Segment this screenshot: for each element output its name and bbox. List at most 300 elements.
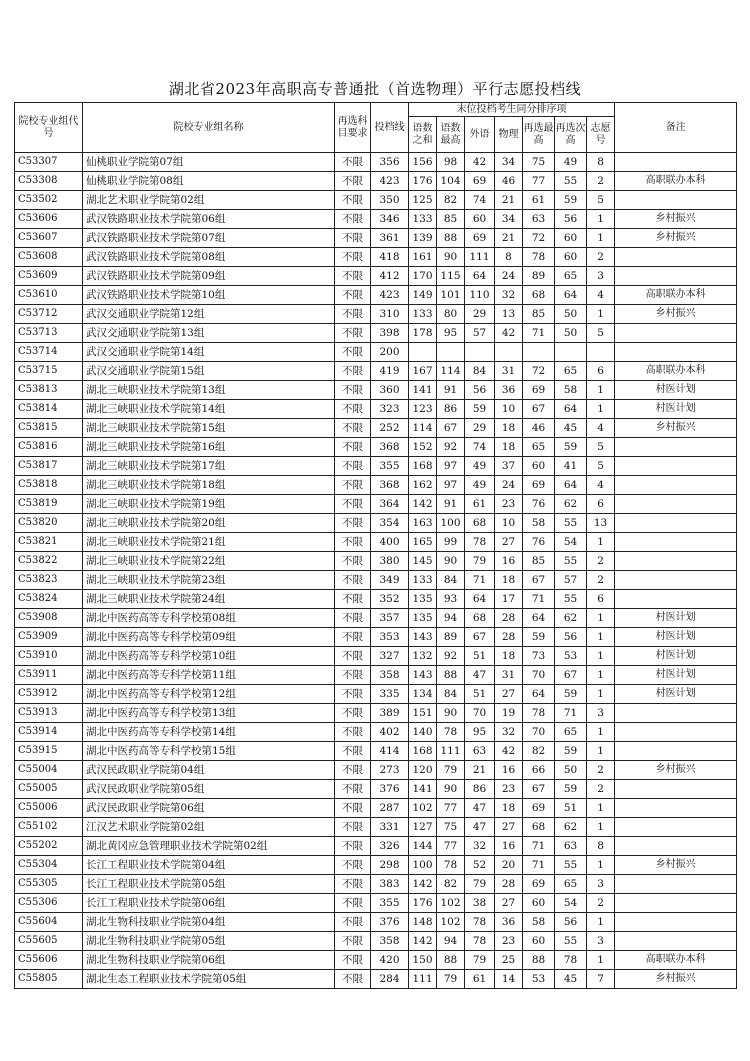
cell-wish: 1 [587,533,615,552]
cell-note [615,571,737,590]
cell-score: 360 [371,381,409,400]
cell-yushu-max: 111 [437,742,465,761]
cell-resel-second: 78 [555,951,587,970]
cell-resel-second: 71 [555,704,587,723]
cell-code: C53818 [15,476,83,495]
cell-name: 湖北三峡职业技术学院第13组 [83,381,335,400]
cell-yushu: 111 [409,970,437,989]
cell-score: 273 [371,761,409,780]
table-row [15,647,737,666]
table-row [15,153,737,172]
cell-note: 乡村振兴 [615,210,737,229]
cell-name: 湖北三峡职业技术学院第21组 [83,533,335,552]
cell-score: 364 [371,495,409,514]
cell-resel-max: 67 [523,400,555,419]
table-row [15,704,737,723]
header-yushu-max: 语数最高 [437,117,465,153]
cell-yushu-max: 90 [437,704,465,723]
cell-resel-second: 55 [555,552,587,571]
cell-resel-second: 57 [555,571,587,590]
table-row [15,780,737,799]
cell-code: C53915 [15,742,83,761]
cell-note [615,818,737,837]
cell-req: 不限 [335,685,371,704]
cell-name: 湖北艺术职业学院第02组 [83,191,335,210]
cell-resel-second [555,343,587,362]
cell-score: 327 [371,647,409,666]
cell-note [615,267,737,286]
cell-yushu-max: 82 [437,875,465,894]
cell-req: 不限 [335,229,371,248]
cell-resel-max: 63 [523,210,555,229]
cell-score: 418 [371,248,409,267]
cell-note [615,780,737,799]
cell-score: 355 [371,894,409,913]
cell-physics: 8 [495,248,523,267]
cell-resel-second: 56 [555,210,587,229]
cell-note: 高职联办本科 [615,362,737,381]
cell-code: C53821 [15,533,83,552]
cell-req: 不限 [335,533,371,552]
cell-code: C53913 [15,704,83,723]
cell-note: 高职联办本科 [615,286,737,305]
cell-req: 不限 [335,666,371,685]
cell-yushu: 114 [409,419,437,438]
cell-foreign: 57 [465,324,495,343]
cell-physics: 16 [495,552,523,571]
cell-note [615,324,737,343]
cell-score: 423 [371,286,409,305]
cell-resel-max: 85 [523,305,555,324]
cell-physics: 21 [495,229,523,248]
cell-score: 331 [371,818,409,837]
cell-req: 不限 [335,894,371,913]
cell-resel-second: 55 [555,514,587,533]
cell-yushu-max: 79 [437,761,465,780]
cell-physics: 13 [495,305,523,324]
cell-code: C53914 [15,723,83,742]
cell-resel-second: 59 [555,780,587,799]
cell-wish: 1 [587,818,615,837]
cell-score: 356 [371,153,409,172]
cell-req: 不限 [335,837,371,856]
cell-code: C53610 [15,286,83,305]
table-row [15,628,737,647]
header-wish-number: 志愿号 [587,117,615,153]
cell-code: C53824 [15,590,83,609]
table-row [15,742,737,761]
cell-resel-max: 60 [523,932,555,951]
cell-note: 村医计划 [615,628,737,647]
table-row [15,913,737,932]
table-row [15,837,737,856]
cell-name: 武汉民政职业学院第04组 [83,761,335,780]
cell-code: C53817 [15,457,83,476]
cell-req: 不限 [335,704,371,723]
cell-yushu: 163 [409,514,437,533]
cell-wish: 3 [587,267,615,286]
cell-name: 武汉交通职业学院第14组 [83,343,335,362]
table-row [15,533,737,552]
cell-name: 长江工程职业技术学院第05组 [83,875,335,894]
cell-yushu-max: 102 [437,894,465,913]
cell-physics: 28 [495,875,523,894]
cell-wish: 5 [587,191,615,210]
cell-yushu-max: 88 [437,951,465,970]
cell-resel-max: 78 [523,248,555,267]
cell-foreign: 69 [465,172,495,191]
cell-wish: 3 [587,875,615,894]
cell-req: 不限 [335,343,371,362]
cell-yushu-max: 94 [437,932,465,951]
cell-resel-second: 63 [555,837,587,856]
cell-wish [587,343,615,362]
cell-physics: 32 [495,286,523,305]
cell-foreign: 78 [465,932,495,951]
cell-code: C53814 [15,400,83,419]
cell-name: 湖北黄冈应急管理职业技术学院第02组 [83,837,335,856]
cell-yushu: 135 [409,609,437,628]
cell-yushu: 161 [409,248,437,267]
table-row [15,894,737,913]
cell-resel-max: 77 [523,172,555,191]
cell-score: 284 [371,970,409,989]
cell-resel-second: 64 [555,400,587,419]
cell-score: 400 [371,533,409,552]
cell-physics: 27 [495,818,523,837]
cell-yushu: 178 [409,324,437,343]
cell-req: 不限 [335,951,371,970]
cell-score: 380 [371,552,409,571]
cell-wish: 3 [587,704,615,723]
cell-resel-max: 68 [523,286,555,305]
cell-note: 高职联办本科 [615,951,737,970]
cell-yushu: 156 [409,153,437,172]
cell-resel-max: 82 [523,742,555,761]
cell-code: C53308 [15,172,83,191]
table-row [15,324,737,343]
cell-note [615,514,737,533]
cell-code: C53815 [15,419,83,438]
cell-name: 湖北三峡职业技术学院第18组 [83,476,335,495]
cell-yushu: 142 [409,495,437,514]
header-note: 备注 [615,103,737,153]
cell-code: C55606 [15,951,83,970]
cell-yushu-max: 98 [437,153,465,172]
cell-yushu: 144 [409,837,437,856]
cell-name: 长江工程职业技术学院第06组 [83,894,335,913]
cell-wish: 1 [587,856,615,875]
cell-wish: 1 [587,647,615,666]
cell-yushu: 142 [409,875,437,894]
cell-foreign [465,343,495,362]
cell-physics: 24 [495,476,523,495]
cell-name: 仙桃职业学院第07组 [83,153,335,172]
cell-yushu: 168 [409,742,437,761]
table-row [15,305,737,324]
table-row [15,970,737,989]
cell-yushu: 141 [409,381,437,400]
table-row [15,286,737,305]
table-row [15,552,737,571]
cell-code: C55304 [15,856,83,875]
cell-foreign: 29 [465,419,495,438]
cell-name: 湖北三峡职业技术学院第15组 [83,419,335,438]
cell-yushu: 102 [409,799,437,818]
header-physics: 物理 [495,117,523,153]
cell-physics: 10 [495,514,523,533]
header-code: 院校专业组代号 [15,103,83,153]
cell-wish: 5 [587,457,615,476]
cell-resel-max: 67 [523,780,555,799]
cell-score: 414 [371,742,409,761]
cell-foreign: 49 [465,457,495,476]
cell-foreign: 95 [465,723,495,742]
cell-note [615,704,737,723]
cell-yushu-max: 90 [437,552,465,571]
cell-req: 不限 [335,742,371,761]
table-row [15,609,737,628]
cell-physics: 10 [495,400,523,419]
cell-resel-max: 76 [523,533,555,552]
cell-foreign: 47 [465,818,495,837]
table-row [15,362,737,381]
cell-name: 湖北三峡职业技术学院第14组 [83,400,335,419]
cell-foreign: 51 [465,647,495,666]
cell-resel-max: 65 [523,438,555,457]
cell-yushu: 148 [409,913,437,932]
cell-name: 湖北中医药高等专科学校第14组 [83,723,335,742]
cell-resel-second: 45 [555,970,587,989]
cell-yushu: 149 [409,286,437,305]
cell-foreign: 111 [465,248,495,267]
cell-resel-second: 50 [555,305,587,324]
cell-resel-max: 69 [523,875,555,894]
cell-req: 不限 [335,875,371,894]
cell-req: 不限 [335,495,371,514]
cell-name: 湖北生物科技职业学院第05组 [83,932,335,951]
cell-physics: 42 [495,742,523,761]
cell-yushu: 127 [409,818,437,837]
cell-resel-second: 56 [555,628,587,647]
cell-note: 乡村振兴 [615,856,737,875]
cell-score: 349 [371,571,409,590]
cell-code: C53712 [15,305,83,324]
cell-foreign: 78 [465,913,495,932]
cell-req: 不限 [335,628,371,647]
cell-wish: 2 [587,172,615,191]
cell-code: C53820 [15,514,83,533]
table-row [15,229,737,248]
cell-score: 419 [371,362,409,381]
cell-code: C53606 [15,210,83,229]
cell-yushu: 100 [409,856,437,875]
cell-resel-second: 65 [555,267,587,286]
cell-yushu-max: 78 [437,723,465,742]
cell-score: 376 [371,780,409,799]
cell-name: 湖北生物科技职业学院第06组 [83,951,335,970]
cell-physics: 16 [495,761,523,780]
cell-resel-second: 55 [555,172,587,191]
table-row [15,457,737,476]
cell-resel-max: 46 [523,419,555,438]
cell-resel-second: 65 [555,875,587,894]
cell-yushu: 134 [409,685,437,704]
cell-resel-second: 60 [555,229,587,248]
cell-foreign: 79 [465,951,495,970]
cell-foreign: 51 [465,685,495,704]
cell-yushu: 152 [409,438,437,457]
cell-req: 不限 [335,400,371,419]
cell-foreign: 74 [465,191,495,210]
cell-physics: 34 [495,210,523,229]
cell-score: 326 [371,837,409,856]
table-row [15,818,737,837]
cell-note: 乡村振兴 [615,970,737,989]
cell-yushu-max [437,343,465,362]
table-row [15,571,737,590]
cell-wish: 1 [587,609,615,628]
cell-req: 不限 [335,514,371,533]
cell-code: C53910 [15,647,83,666]
cell-code: C53816 [15,438,83,457]
cell-foreign: 63 [465,742,495,761]
cell-req: 不限 [335,932,371,951]
cell-foreign: 47 [465,666,495,685]
cell-yushu-max: 88 [437,229,465,248]
cell-resel-second: 53 [555,647,587,666]
cell-yushu: 143 [409,666,437,685]
cell-note: 村医计划 [615,647,737,666]
cell-foreign: 68 [465,609,495,628]
cell-req: 不限 [335,419,371,438]
cell-name: 湖北中医药高等专科学校第09组 [83,628,335,647]
cell-yushu: 139 [409,229,437,248]
cell-resel-max: 71 [523,837,555,856]
table-row [15,723,737,742]
cell-wish: 1 [587,723,615,742]
cell-req: 不限 [335,248,371,267]
cell-note: 乡村振兴 [615,419,737,438]
cell-score: 398 [371,324,409,343]
cell-physics: 28 [495,628,523,647]
header-tie-group: 末位投档考生同分排序项 [409,103,615,117]
cell-req: 不限 [335,913,371,932]
cell-name: 江汉艺术职业学院第02组 [83,818,335,837]
cell-req: 不限 [335,191,371,210]
cell-yushu: 133 [409,210,437,229]
cell-yushu: 162 [409,476,437,495]
cell-yushu: 150 [409,951,437,970]
cell-physics: 14 [495,970,523,989]
cell-yushu-max: 80 [437,305,465,324]
cell-code: C55102 [15,818,83,837]
cell-code: C53912 [15,685,83,704]
cell-score: 368 [371,438,409,457]
cell-yushu: 123 [409,400,437,419]
cell-foreign: 68 [465,514,495,533]
cell-resel-max: 64 [523,685,555,704]
cell-yushu: 176 [409,894,437,913]
cell-foreign: 61 [465,970,495,989]
cell-req: 不限 [335,457,371,476]
cell-wish: 1 [587,229,615,248]
cell-req: 不限 [335,267,371,286]
cell-wish: 4 [587,476,615,495]
table-row [15,761,737,780]
cell-note [615,723,737,742]
cell-req: 不限 [335,381,371,400]
cell-score: 335 [371,685,409,704]
cell-name: 湖北中医药高等专科学校第12组 [83,685,335,704]
cell-foreign: 47 [465,799,495,818]
cell-code: C53715 [15,362,83,381]
cell-physics: 21 [495,191,523,210]
cell-name: 武汉铁路职业技术学院第06组 [83,210,335,229]
cell-resel-second: 62 [555,818,587,837]
cell-req: 不限 [335,324,371,343]
cell-note [615,248,737,267]
cell-name: 湖北中医药高等专科学校第10组 [83,647,335,666]
cell-score: 420 [371,951,409,970]
cell-note [615,438,737,457]
cell-note [615,894,737,913]
cell-resel-max: 61 [523,191,555,210]
cell-yushu-max: 82 [437,191,465,210]
cell-name: 湖北三峡职业技术学院第22组 [83,552,335,571]
cell-score: 352 [371,590,409,609]
cell-note [615,799,737,818]
cell-wish: 2 [587,894,615,913]
cell-foreign: 74 [465,438,495,457]
table-row [15,210,737,229]
cell-code: C55604 [15,913,83,932]
cell-note [615,932,737,951]
cell-resel-second: 50 [555,761,587,780]
table-row [15,476,737,495]
header-name: 院校专业组名称 [83,103,335,153]
cell-note [615,533,737,552]
cell-code: C53608 [15,248,83,267]
cell-score: 252 [371,419,409,438]
cell-wish: 13 [587,514,615,533]
cell-yushu-max: 77 [437,837,465,856]
cell-name: 长江工程职业技术学院第04组 [83,856,335,875]
table-row [15,799,737,818]
cell-score: 412 [371,267,409,286]
cell-wish: 2 [587,780,615,799]
cell-yushu: 151 [409,704,437,723]
cell-resel-second: 64 [555,286,587,305]
cell-req: 不限 [335,590,371,609]
cell-wish: 7 [587,970,615,989]
cell-physics: 27 [495,533,523,552]
cell-physics: 17 [495,590,523,609]
cell-physics: 27 [495,894,523,913]
cell-resel-max: 60 [523,457,555,476]
header-reselect-max: 再选最高 [523,117,555,153]
cell-resel-max: 58 [523,514,555,533]
cell-yushu-max: 100 [437,514,465,533]
admission-score-table [14,102,737,989]
table-row [15,666,737,685]
cell-name: 仙桃职业学院第08组 [83,172,335,191]
cell-physics: 31 [495,362,523,381]
cell-score: 357 [371,609,409,628]
cell-score: 376 [371,913,409,932]
cell-code: C53607 [15,229,83,248]
cell-foreign: 79 [465,552,495,571]
